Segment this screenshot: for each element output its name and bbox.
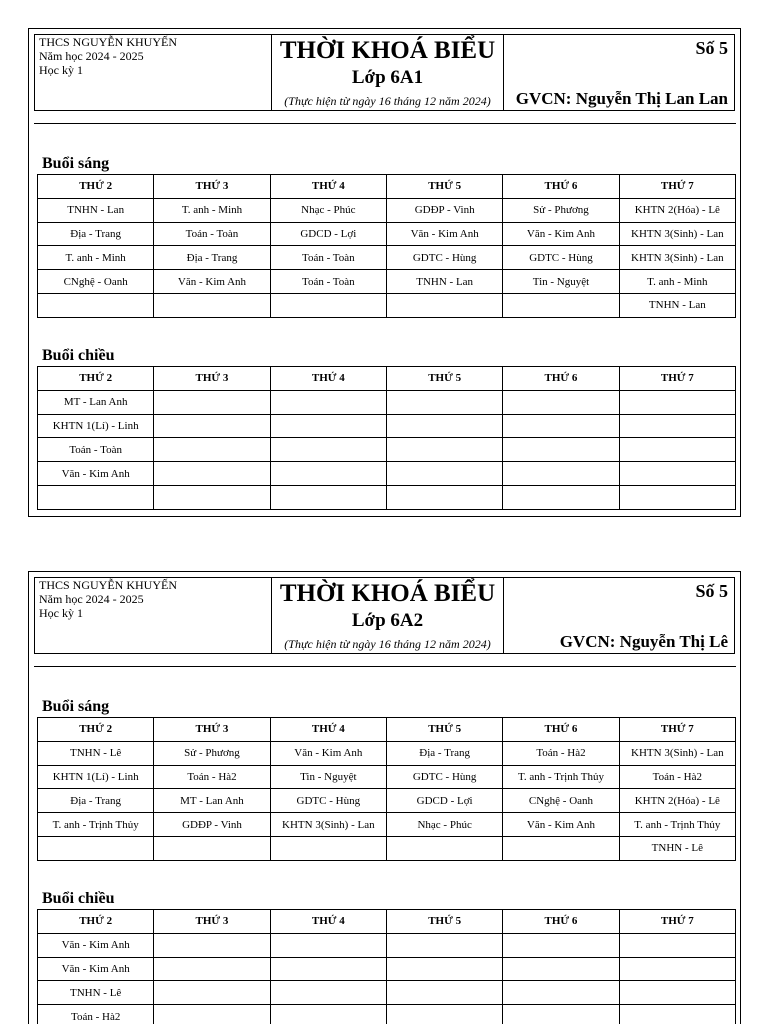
lesson-cell: Toán - Toàn <box>154 222 270 246</box>
day-header: THỨ 7 <box>619 718 735 742</box>
lesson-cell <box>270 933 386 957</box>
lesson-cell: GDTC - Hùng <box>386 246 502 270</box>
lesson-cell <box>503 836 619 860</box>
lesson-cell <box>38 485 154 509</box>
day-header: THỨ 4 <box>270 910 386 934</box>
day-header: THỨ 6 <box>503 718 619 742</box>
lesson-cell <box>154 485 270 509</box>
table-row <box>38 222 736 246</box>
lesson-cell: Văn - Kim Anh <box>154 270 270 294</box>
day-header: THỨ 5 <box>386 175 502 199</box>
lesson-cell <box>619 485 735 509</box>
lesson-cell: TNHN - Lan <box>38 198 154 222</box>
lesson-cell: T. anh - Trịnh Thủy <box>503 765 619 789</box>
table-row <box>38 765 736 789</box>
school-term: Học kỳ 1 <box>39 63 83 77</box>
table-row <box>38 293 736 317</box>
lesson-cell <box>154 957 270 981</box>
lesson-cell <box>154 836 270 860</box>
timetable-number: Số 5 <box>695 581 728 601</box>
lesson-cell: CNghệ - Oanh <box>38 270 154 294</box>
lesson-cell <box>503 485 619 509</box>
lesson-cell <box>503 390 619 414</box>
lesson-cell: MT - Lan Anh <box>154 789 270 813</box>
lesson-cell: T. anh - Minh <box>38 246 154 270</box>
divider <box>34 123 736 124</box>
lesson-cell <box>386 981 502 1005</box>
lesson-cell: KHTN 3(Sinh) - Lan <box>270 813 386 837</box>
lesson-cell: Toán - Toàn <box>38 438 154 462</box>
header-row <box>38 367 736 391</box>
table-row <box>38 813 736 837</box>
lesson-cell <box>619 1005 735 1024</box>
table-row <box>38 981 736 1005</box>
lesson-cell <box>154 390 270 414</box>
school-term: Học kỳ 1 <box>39 606 83 620</box>
timetable-sheet-6a2 <box>28 571 741 1024</box>
lesson-cell: Nhạc - Phúc <box>270 198 386 222</box>
lesson-cell <box>154 933 270 957</box>
effective-date-note: (Thực hiện từ ngày 16 tháng 12 năm 2024) <box>284 94 491 108</box>
lesson-cell: GDTC - Hùng <box>386 765 502 789</box>
lesson-cell <box>270 462 386 486</box>
homeroom-teacher: GVCN: Nguyễn Thị Lê <box>559 632 728 651</box>
day-header: THỨ 7 <box>619 175 735 199</box>
divider <box>34 666 736 667</box>
day-header: THỨ 5 <box>386 367 502 391</box>
lesson-cell: KHTN 3(Sinh) - Lan <box>619 222 735 246</box>
lesson-cell: T. anh - Minh <box>154 198 270 222</box>
lesson-cell <box>386 485 502 509</box>
school-info <box>35 578 272 653</box>
school-year: Năm học 2024 - 2025 <box>39 49 144 63</box>
lesson-cell <box>154 438 270 462</box>
lesson-cell <box>270 390 386 414</box>
morning-session-label: Buổi sáng <box>42 155 110 172</box>
lesson-cell: T. anh - Trịnh Thủy <box>619 813 735 837</box>
table-row <box>38 246 736 270</box>
lesson-cell: Toán - Toàn <box>270 270 386 294</box>
lesson-cell <box>619 414 735 438</box>
day-header: THỨ 4 <box>270 367 386 391</box>
lesson-cell: KHTN 1(Lí) - Linh <box>38 765 154 789</box>
sheet-header <box>34 577 735 654</box>
lesson-cell <box>386 957 502 981</box>
lesson-cell <box>386 293 502 317</box>
lesson-cell <box>154 1005 270 1024</box>
day-header: THỨ 7 <box>619 367 735 391</box>
timetable-title: THỜI KHOÁ BIỂU <box>279 580 496 607</box>
lesson-cell: Văn - Kim Anh <box>38 933 154 957</box>
lesson-cell <box>270 293 386 317</box>
class-name: Lớp 6A1 <box>351 67 424 88</box>
lesson-cell: Nhạc - Phúc <box>386 813 502 837</box>
school-year: Năm học 2024 - 2025 <box>39 592 144 606</box>
lesson-cell: Toán - Toàn <box>270 246 386 270</box>
lesson-cell <box>386 933 502 957</box>
day-header: THỨ 2 <box>38 718 154 742</box>
lesson-cell: GDĐP - Vinh <box>154 813 270 837</box>
lesson-cell: GDCD - Lợi <box>270 222 386 246</box>
lesson-cell: TNHN - Lan <box>619 293 735 317</box>
table-row <box>38 741 736 765</box>
lesson-cell <box>619 438 735 462</box>
day-header: THỨ 5 <box>386 718 502 742</box>
sheet-header <box>34 34 735 111</box>
lesson-cell <box>154 414 270 438</box>
timetable-sheet-6a1 <box>28 28 741 517</box>
day-header: THỨ 3 <box>154 175 270 199</box>
lesson-cell: Văn - Kim Anh <box>38 462 154 486</box>
lesson-cell <box>38 293 154 317</box>
morning-timetable <box>37 174 736 318</box>
afternoon-timetable <box>37 909 736 1024</box>
lesson-cell: Văn - Kim Anh <box>270 741 386 765</box>
lesson-cell: TNHN - Lê <box>38 741 154 765</box>
lesson-cell: KHTN 3(Sinh) - Lan <box>619 246 735 270</box>
lesson-cell: MT - Lan Anh <box>38 390 154 414</box>
day-header: THỨ 4 <box>270 175 386 199</box>
lesson-cell: Địa - Trang <box>38 789 154 813</box>
table-row <box>38 390 736 414</box>
lesson-cell: CNghệ - Oanh <box>503 789 619 813</box>
lesson-cell: Địa - Trang <box>154 246 270 270</box>
lesson-cell: KHTN 3(Sinh) - Lan <box>619 741 735 765</box>
school-name: THCS NGUYỄN KHUYẾN <box>39 578 177 592</box>
lesson-cell: Toán - Hà2 <box>154 765 270 789</box>
lesson-cell: Sử - Phương <box>154 741 270 765</box>
lesson-cell: Toán - Hà2 <box>503 741 619 765</box>
lesson-cell <box>270 485 386 509</box>
afternoon-timetable <box>37 366 736 510</box>
table-row <box>38 1005 736 1024</box>
afternoon-session-label: Buổi chiều <box>42 890 115 907</box>
lesson-cell: Toán - Hà2 <box>619 765 735 789</box>
day-header: THỨ 7 <box>619 910 735 934</box>
day-header: THỨ 6 <box>503 367 619 391</box>
table-row <box>38 836 736 860</box>
lesson-cell <box>270 957 386 981</box>
day-header: THỨ 6 <box>503 175 619 199</box>
day-header: THỨ 3 <box>154 367 270 391</box>
day-header: THỨ 2 <box>38 910 154 934</box>
day-header: THỨ 2 <box>38 367 154 391</box>
table-row <box>38 270 736 294</box>
timetable-number: Số 5 <box>695 38 728 58</box>
table-row <box>38 462 736 486</box>
lesson-cell <box>270 438 386 462</box>
lesson-cell <box>386 462 502 486</box>
lesson-cell <box>154 293 270 317</box>
lesson-cell <box>270 981 386 1005</box>
table-row <box>38 789 736 813</box>
lesson-cell: T. anh - Trịnh Thủy <box>38 813 154 837</box>
table-row <box>38 438 736 462</box>
lesson-cell <box>270 414 386 438</box>
lesson-cell <box>619 390 735 414</box>
lesson-cell: Tin - Nguyệt <box>503 270 619 294</box>
morning-session-label: Buổi sáng <box>42 698 110 715</box>
lesson-cell <box>503 1005 619 1024</box>
lesson-cell: Toán - Hà2 <box>38 1005 154 1024</box>
lesson-cell <box>503 462 619 486</box>
lesson-cell <box>503 933 619 957</box>
lesson-cell <box>154 462 270 486</box>
lesson-cell: GDTC - Hùng <box>270 789 386 813</box>
lesson-cell: TNHN - Lê <box>619 836 735 860</box>
header-row <box>38 718 736 742</box>
lesson-cell: T. anh - Minh <box>619 270 735 294</box>
lesson-cell: Văn - Kim Anh <box>503 813 619 837</box>
lesson-cell <box>38 836 154 860</box>
day-header: THỨ 3 <box>154 718 270 742</box>
class-name: Lớp 6A2 <box>351 610 424 631</box>
lesson-cell: Địa - Trang <box>38 222 154 246</box>
lesson-cell <box>503 293 619 317</box>
lesson-cell: Sử - Phương <box>503 198 619 222</box>
lesson-cell <box>619 462 735 486</box>
header-row <box>38 175 736 199</box>
lesson-cell <box>386 1005 502 1024</box>
lesson-cell: GDĐP - Vinh <box>386 198 502 222</box>
table-row <box>38 198 736 222</box>
table-row <box>38 933 736 957</box>
table-row <box>38 957 736 981</box>
table-row <box>38 485 736 509</box>
title-block <box>272 578 504 653</box>
lesson-cell: TNHN - Lê <box>38 981 154 1005</box>
lesson-cell <box>619 933 735 957</box>
day-header: THỨ 5 <box>386 910 502 934</box>
lesson-cell: Văn - Kim Anh <box>38 957 154 981</box>
lesson-cell: GDTC - Hùng <box>503 246 619 270</box>
lesson-cell: KHTN 1(Lí) - Linh <box>38 414 154 438</box>
school-info <box>35 35 272 110</box>
lesson-cell <box>503 957 619 981</box>
lesson-cell: Văn - Kim Anh <box>503 222 619 246</box>
day-header: THỨ 2 <box>38 175 154 199</box>
title-block <box>272 35 504 110</box>
afternoon-session-label: Buổi chiều <box>42 347 115 364</box>
school-name: THCS NGUYỄN KHUYẾN <box>39 35 177 49</box>
lesson-cell <box>503 438 619 462</box>
teacher-block <box>504 578 734 653</box>
lesson-cell <box>386 390 502 414</box>
lesson-cell: TNHN - Lan <box>386 270 502 294</box>
lesson-cell <box>386 438 502 462</box>
lesson-cell <box>386 414 502 438</box>
lesson-cell: GDCD - Lợi <box>386 789 502 813</box>
day-header: THỨ 6 <box>503 910 619 934</box>
morning-timetable <box>37 717 736 861</box>
lesson-cell <box>503 981 619 1005</box>
lesson-cell: Địa - Trang <box>386 741 502 765</box>
lesson-cell: KHTN 2(Hóa) - Lê <box>619 789 735 813</box>
lesson-cell <box>154 981 270 1005</box>
lesson-cell <box>619 981 735 1005</box>
lesson-cell <box>270 1005 386 1024</box>
lesson-cell <box>386 836 502 860</box>
homeroom-teacher: GVCN: Nguyễn Thị Lan Lan <box>515 89 728 108</box>
day-header: THỨ 3 <box>154 910 270 934</box>
lesson-cell <box>619 957 735 981</box>
header-row <box>38 910 736 934</box>
timetable-title: THỜI KHOÁ BIỂU <box>279 37 496 64</box>
lesson-cell: KHTN 2(Hóa) - Lê <box>619 198 735 222</box>
lesson-cell: Tin - Nguyệt <box>270 765 386 789</box>
lesson-cell: Văn - Kim Anh <box>386 222 502 246</box>
day-header: THỨ 4 <box>270 718 386 742</box>
teacher-block <box>504 35 734 110</box>
effective-date-note: (Thực hiện từ ngày 16 tháng 12 năm 2024) <box>284 637 491 651</box>
lesson-cell <box>503 414 619 438</box>
lesson-cell <box>270 836 386 860</box>
table-row <box>38 414 736 438</box>
